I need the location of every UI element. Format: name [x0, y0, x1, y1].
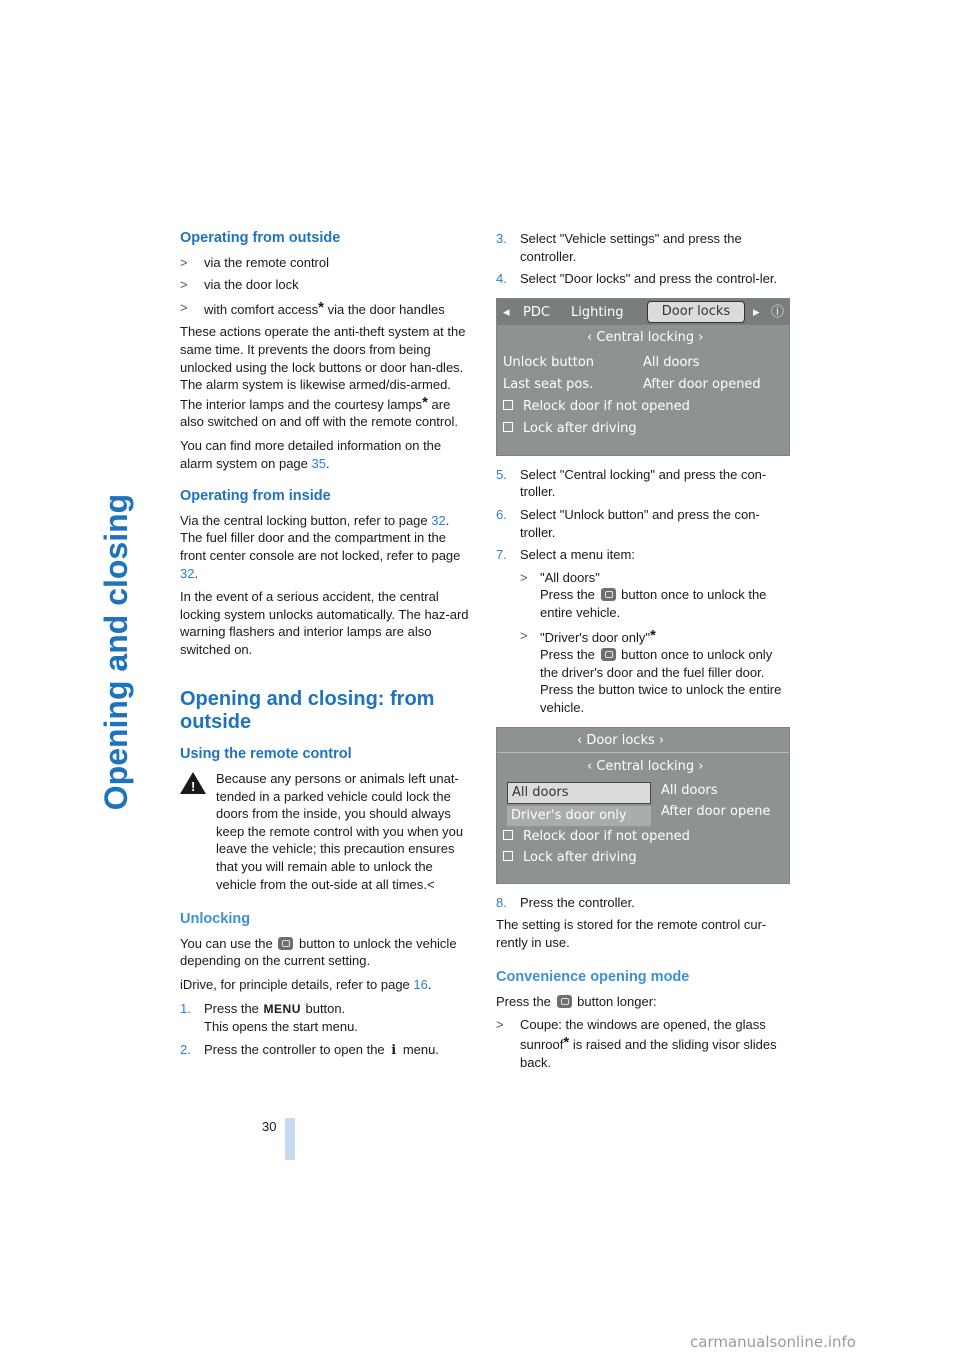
heading-operating-outside: Operating from outside	[180, 230, 341, 246]
page-link[interactable]: 16	[413, 977, 428, 992]
remote-unlock-icon	[601, 648, 616, 661]
list-item: > via the door lock	[180, 277, 299, 293]
page-link[interactable]: 35	[311, 455, 326, 471]
remote-unlock-icon	[557, 995, 572, 1008]
option-all-doors[interactable]: All doors	[507, 782, 651, 804]
divider	[497, 752, 789, 753]
side-title: Opening and closing	[98, 493, 134, 811]
chevron-left-icon: ◂	[503, 304, 510, 320]
page-link[interactable]: 32	[431, 512, 446, 528]
paragraph: iDrive, for principle details, refer to page 16.	[180, 977, 432, 992]
paragraph: Via the central locking button, refer to page 32. The fuel filler door and the compartment in the front center console are not locked, refer to page 32.	[180, 512, 461, 581]
menu-key-icon: MENU	[263, 1001, 301, 1016]
submenu-header: ‹ Central locking ›	[587, 758, 704, 774]
list-item: > "All doors" Press the button once to unlock the entire vehicle.	[520, 569, 767, 620]
checkbox-item[interactable]: Lock after driving	[503, 849, 637, 867]
checkbox-item[interactable]: Lock after driving	[503, 420, 637, 438]
remote-unlock-icon	[601, 588, 616, 601]
menu-option[interactable]: All doors	[643, 354, 700, 370]
checkbox-item[interactable]: Relock door if not opened	[503, 398, 690, 416]
paragraph: In the event of a serious accident, the central locking system unlocks automatically. The haz-ard warning flashers and interior lamps are also switched on.	[180, 589, 469, 657]
paragraph: Press the button longer:	[496, 993, 657, 1009]
heading-unlocking: Unlocking	[180, 911, 251, 928]
submenu-header: ‹ Door locks ›	[577, 732, 665, 748]
menu-item[interactable]: Unlock button	[503, 354, 595, 370]
step-item: 5. Select "Central locking" and press the con-troller.	[496, 466, 767, 500]
paragraph: You can use the button to unlock the vehicle depending on the current setting.	[180, 935, 457, 969]
tab-door-locks[interactable]: Door locks	[647, 301, 745, 323]
menu-option[interactable]: All doors	[661, 782, 718, 798]
footer-watermark: carmanualsonline.info	[690, 1333, 856, 1351]
tab-bar	[497, 299, 789, 325]
remote-unlock-icon	[278, 937, 293, 950]
paragraph: The setting is stored for the remote control cur-rently in use.	[496, 917, 767, 950]
list-item: > with comfort access* via the door handles	[180, 298, 445, 317]
checkbox[interactable]	[503, 400, 513, 410]
menu-option[interactable]: After door opened	[643, 376, 761, 392]
warning-icon	[180, 772, 206, 794]
list-item: > Coupe: the windows are opened, the glass sunroof* is raised and the sliding visor slides back.	[496, 1017, 777, 1070]
checkbox[interactable]	[503, 851, 513, 861]
chevron-right-icon: ▸	[753, 304, 760, 320]
left-column	[180, 230, 472, 1064]
page-number: 30	[262, 1119, 277, 1134]
info-icon: i	[391, 1042, 397, 1058]
heading-remote-control: Using the remote control	[180, 746, 352, 763]
paragraph: These actions operate the anti-theft system at the same time. It prevents the doors from being unlocked using the lock buttons or door han-dles. The alarm system is likewise armed/dis-armed. The interior lamps and the courtesy lamps* are also switched on and off with the remote control.	[180, 324, 466, 430]
tab-pdc[interactable]: PDC	[523, 304, 550, 320]
step-item: 2. Press the controller to open the i menu.	[180, 1041, 439, 1058]
checkbox[interactable]	[503, 830, 513, 840]
menu-option[interactable]: After door opene	[661, 803, 771, 819]
idrive-screen-central-locking	[496, 727, 790, 884]
checkbox[interactable]	[503, 422, 513, 432]
list-item: > via the remote control	[180, 254, 330, 270]
heading-operating-inside: Operating from inside	[180, 488, 331, 505]
tab-lighting[interactable]: Lighting	[571, 304, 624, 320]
step-item: 4. Select "Door locks" and press the control-ler.	[496, 271, 778, 287]
step-item: 6. Select "Unlock button" and press the con-troller.	[496, 506, 760, 540]
checkbox-item[interactable]: Relock door if not opened	[503, 828, 690, 846]
step-item: 3. Select "Vehicle settings" and press the controller.	[496, 231, 742, 264]
idrive-screen-door-locks	[496, 298, 790, 456]
section-heading: Opening and closing: from outside	[180, 688, 435, 734]
list-item: > "Driver's door only"* Press the button once to unlock only the driver's door and the fuel filler door. Press the button twice to unlock the entire vehicle.	[520, 626, 782, 715]
info-icon: ⓘ	[771, 304, 785, 320]
page-marker-bar	[285, 1118, 295, 1160]
step-item: 8. Press the controller.	[496, 894, 635, 910]
warning-note: ! Because any persons or animals left unat-tended in a parked vehicle could lock the doors from the inside, you should always keep the remote control with you when you leave the vehicle; this precaution ensures that you will remain able to unlock the vehicle from the out-side at all times.<	[180, 770, 472, 893]
menu-item[interactable]: Last seat pos.	[503, 376, 594, 392]
step-item: 1. Press the MENU button. This opens the start menu.	[180, 1000, 358, 1035]
right-column	[496, 230, 792, 1076]
heading-convenience-opening: Convenience opening mode	[496, 969, 690, 986]
submenu-header: ‹ Central locking ›	[587, 329, 704, 345]
step-item: 7. Select a menu item:	[496, 547, 635, 563]
option-drivers-door[interactable]: Driver's door only	[507, 806, 651, 826]
page-link[interactable]: 32	[180, 565, 195, 581]
paragraph: You can find more detailed information on the alarm system on page 35.	[180, 437, 442, 471]
